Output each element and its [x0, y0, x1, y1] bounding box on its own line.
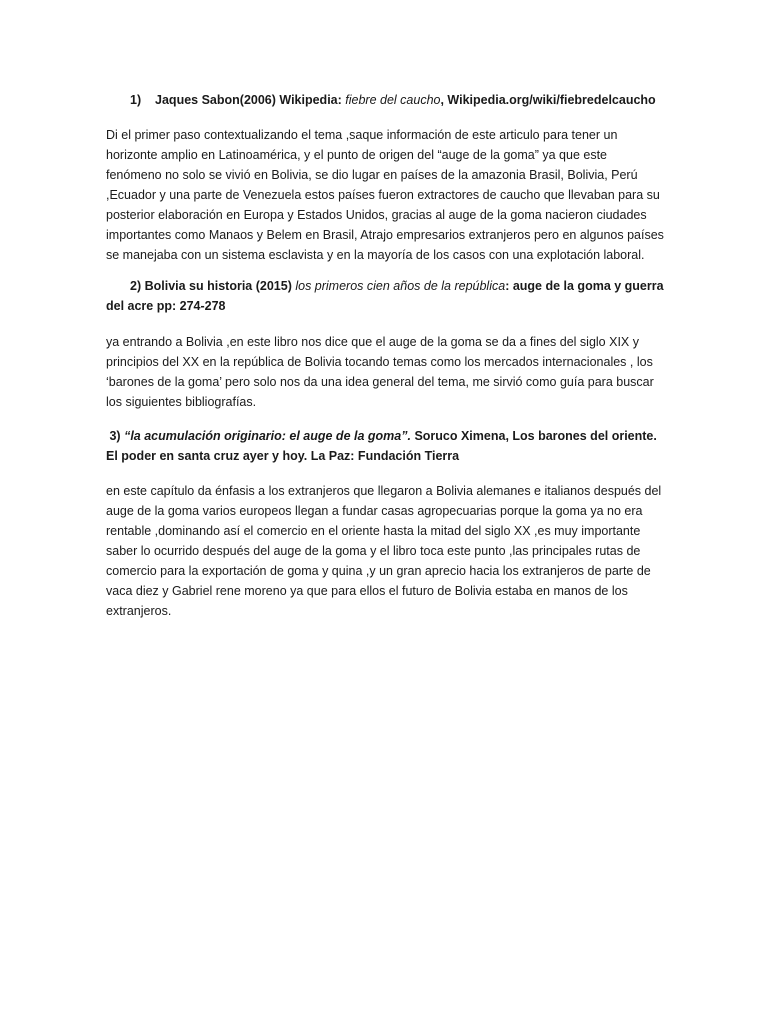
- annotation-paragraph-3: en este capítulo da énfasis a los extranjeros que llegaron a Bolivia alemanes e italianos después del auge de la goma varios europeos llegan a fundar casas agropecuarias porque la goma ya no era rentable ,dominando así el comercio en el oriente hasta la mitad del siglo XX ,es muy importante saber lo ocurrido después del auge de la goma y el libro toca este punto ,las principales rutas de comercio para la exportación de goma y quina ,y un gran aprecio hacia los extranjeros de parte de vaca diez y Gabriel rene moreno ya que para ellos el futuro de Bolivia estaba en manos de los extranjeros.: [106, 484, 662, 618]
- reference-heading-2: [106, 276, 666, 316]
- reference-number: 2): [130, 279, 142, 293]
- reference-title: fiebre del caucho: [345, 93, 441, 107]
- reference-number: 3): [109, 429, 121, 443]
- annotation-paragraph-2: ya entrando a Bolivia ,en este libro nos dice que el auge de la goma se da a fines del siglo XIX y principios del XX en la república de Bolivia tocando temas como los mercados internacionales , los ‘barones de la goma’ pero solo nos da una idea general del tema, me sirvió como guía para buscar los siguientes bibliografías.: [106, 335, 654, 409]
- document-page: [106, 90, 666, 621]
- reference-title: “la acumulación originario: el auge de la goma”.: [120, 429, 411, 443]
- reference-source: , Wikipedia.org/wiki/fiebredelcaucho: [440, 93, 656, 107]
- reference-number: 1): [130, 93, 142, 107]
- reference-heading-1: [106, 90, 666, 110]
- reference-authors: Bolivia su historia (2015): [141, 279, 296, 293]
- reference-title: los primeros cien años de la república: [295, 279, 506, 293]
- reference-source: Soruco Ximena, Los barones del oriente. El poder en santa cruz ayer y hoy. La Paz: Fundación Tierra: [106, 429, 657, 463]
- reference-authors: Jaques Sabon(2006) Wikipedia:: [155, 93, 346, 107]
- reference-heading-3: [106, 426, 666, 466]
- reference-source: : auge de la goma y guerra del acre pp: 274-278: [106, 279, 664, 313]
- annotation-paragraph-1: Di el primer paso contextualizando el tema ,saque información de este articulo para tener un horizonte amplio en Latinoamérica, y el punto de origen del “auge de la goma” ya que este fenómeno no solo se vivió en Bolivia, se dio lugar en países de la amazonia Brasil, Bolivia, Perú ,Ecuador y una parte de Venezuela estos países fueron extractores de caucho que llevaban para su posterior elaboración en Europa y Estados Unidos, gracias al auge de la goma nacieron ciudades importantes como Manaos y Belem en Brasil, Atrajo empresarios extranjeros pero en algunos países se manejaba con un sistema esclavista y en la mayoría de los casos con una explotación laboral.: [106, 128, 664, 262]
